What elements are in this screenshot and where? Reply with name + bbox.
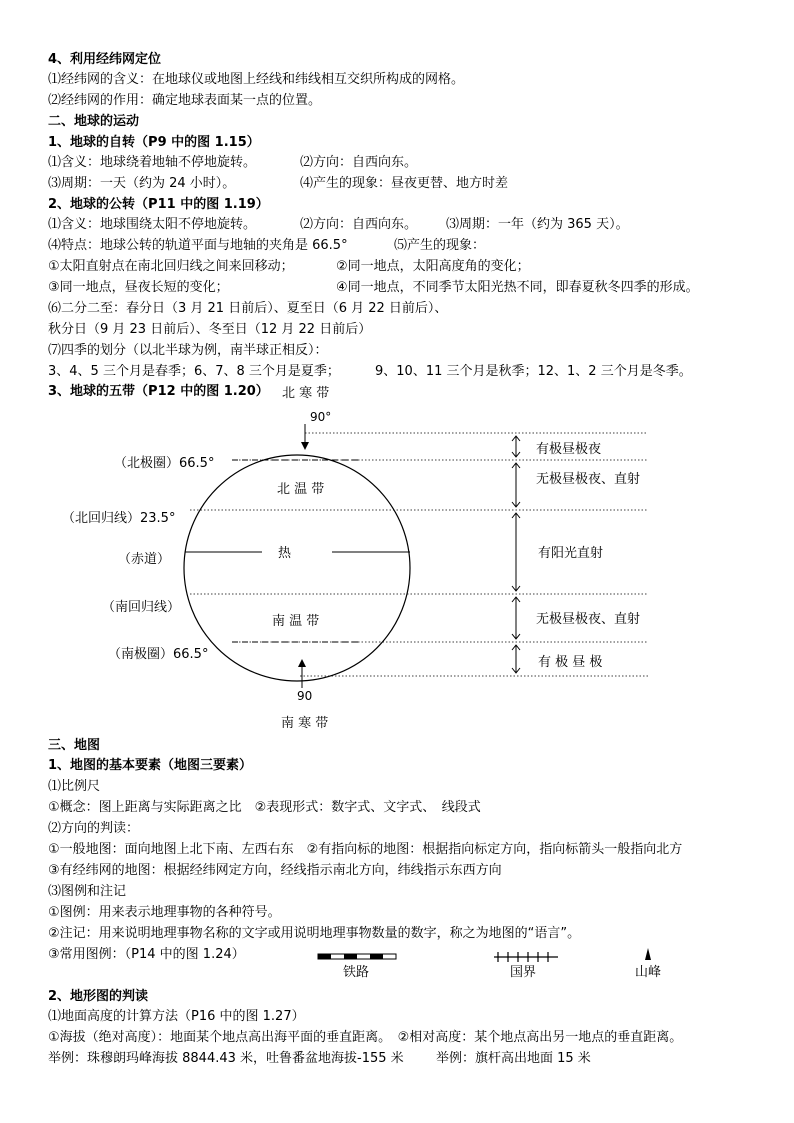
revolution-direction: ⑵方向：自西向东。: [300, 217, 418, 232]
solstices-line-1: ⑹二分二至：春分日（3 月 21 日前后）、夏至日（6 月 22 日前后）、: [48, 301, 448, 316]
border-symbol: [494, 952, 558, 962]
terrain-title: 2、地形图的判读: [48, 989, 149, 1004]
revolution-phenomena-label: ⑸产生的现象：: [394, 238, 486, 253]
tropical-zone: 热: [278, 546, 292, 561]
common-legend-label: ③常用图例：（P14 中的图 1.24）: [48, 947, 245, 962]
part-3-title: 三、地图: [48, 738, 101, 753]
scale-heading: ⑴比例尺: [48, 779, 101, 794]
zone-note-south-temperate: 无极昼极夜、直射: [536, 612, 641, 627]
peak-symbol: [645, 948, 651, 960]
rotation-period: ⑶周期：一天（约为 24 小时）。: [48, 176, 236, 191]
peak-label: 山峰: [635, 965, 662, 980]
annotation-definition: ②注记：用来说明地理事物名称的文字或用说明地理事物数量的数字，称之为地图的“语言”。: [48, 926, 581, 941]
south-frigid-zone: 南 寒 带: [281, 716, 329, 731]
arctic-circle-label: （北极圈）66.5°: [114, 456, 215, 471]
zone-note-polar-day: 有极昼极夜: [536, 442, 602, 457]
section-4-title: 4、利用经纬网定位: [48, 52, 162, 67]
rotation-direction: ⑵方向：自西向东。: [300, 155, 418, 170]
rotation-phenomena: ⑷产生的现象：昼夜更替、地方时差: [300, 176, 509, 191]
revolution-title: 2、地球的公转（P11 中的图 1.19）: [48, 197, 269, 212]
border-label: 国界: [510, 965, 537, 980]
railway-symbol: [318, 954, 396, 959]
phenomenon-1: ①太阳直射点在南北回归线之间来回移动；: [48, 259, 294, 274]
equator-label: （赤道）: [118, 552, 171, 567]
revolution-feature: ⑷特点：地球公转的轨道平面与地轴的夹角是 66.5°: [48, 238, 348, 253]
south-temperate-zone: 南 温 带: [272, 614, 320, 629]
antarctic-circle-label: （南极圈）66.5°: [108, 647, 209, 662]
seasons-autumn-winter: 9、10、11 三个月是秋季；12、1、2 三个月是冬季。: [375, 364, 692, 379]
elevation-example-2: 举例：旗杆高出地面 15 米: [436, 1051, 591, 1066]
direction-rule-2: ③有经纬网的地图：根据经纬网定方向，经线指示南北方向，纬线指示东西方向: [48, 863, 502, 878]
phenomenon-4: ④同一地点，不同季节太阳光热不同，即春夏秋冬四季的形成。: [336, 280, 699, 295]
grid-definition: ⑴经纬网的含义：在地球仪或地图上经线和纬线相互交织所构成的网格。: [48, 72, 465, 87]
five-zones-title: 3、地球的五带（P12 中的图 1.20）: [48, 384, 269, 399]
rotation-title: 1、地球的自转（P9 中的图 1.15）: [48, 135, 260, 150]
railway-label: 铁路: [343, 965, 370, 980]
direction-rule-1: ①一般地图：面向地图上北下南、左西右东 ②有指向标的地图：根据指向标定方向，指向标箭头一般指向北方: [48, 842, 683, 857]
elevation-method: ⑴地面高度的计算方法（P16 中的图 1.27）: [48, 1009, 305, 1024]
scale-definition: ①概念：图上距离与实际距离之比 ②表现形式：数字式、文字式、 线段式: [48, 800, 481, 815]
phenomenon-3: ③同一地点，昼夜长短的变化；: [48, 280, 229, 295]
elevation-example-1: 举例：珠穆朗玛峰海拔 8844.43 米，吐鲁番盆地海拔-155 米: [48, 1051, 404, 1066]
north-temperate-zone: 北 温 带: [277, 482, 325, 497]
zone-note-north-temperate: 无极昼极夜、直射: [536, 472, 641, 487]
part-2-title: 二、地球的运动: [48, 114, 140, 129]
grid-function: ⑵经纬网的作用：确定地球表面某一点的位置。: [48, 93, 322, 108]
elevation-definitions: ①海拔（绝对高度）：地面某个地点高出海平面的垂直距离。 ②相对高度：某个地点高出另一地点的垂直距离。: [48, 1030, 683, 1045]
bottom-angle: 90: [297, 689, 313, 703]
direction-heading: ⑵方向的判读：: [48, 821, 140, 836]
map-elements-title: 1、地图的基本要素（地图三要素）: [48, 758, 253, 773]
solstices-line-2: 秋分日（9 月 23 日前后）、冬至日（12 月 22 日前后）: [48, 322, 372, 337]
zone-note-south-polar: 有 极 昼 极: [538, 655, 603, 670]
revolution-period: ⑶周期：一年（约为 365 天）。: [446, 217, 629, 232]
tropic-of-capricorn-label: （南回归线）: [102, 600, 181, 615]
seasons-spring-summer: 3、4、5 三个月是春季；6、7、8 三个月是夏季；: [48, 364, 340, 379]
legend-heading: ⑶图例和注记: [48, 884, 127, 899]
rotation-meaning: ⑴含义：地球绕着地轴不停地旋转。: [48, 155, 257, 170]
phenomenon-2: ②同一地点，太阳高度角的变化；: [336, 259, 530, 274]
top-angle: 90°: [310, 410, 332, 424]
revolution-meaning: ⑴含义：地球围绕太阳不停地旋转。: [48, 217, 257, 232]
north-frigid-zone: 北 寒 带: [282, 386, 330, 401]
legend-definition: ①图例：用来表示地理事物的各种符号。: [48, 905, 281, 920]
zone-note-direct-sunlight: 有阳光直射: [538, 546, 604, 561]
tropic-of-cancer-label: （北回归线）23.5°: [62, 511, 176, 526]
seasons-title: ⑺四季的划分（以北半球为例，南半球正相反）：: [48, 343, 328, 358]
